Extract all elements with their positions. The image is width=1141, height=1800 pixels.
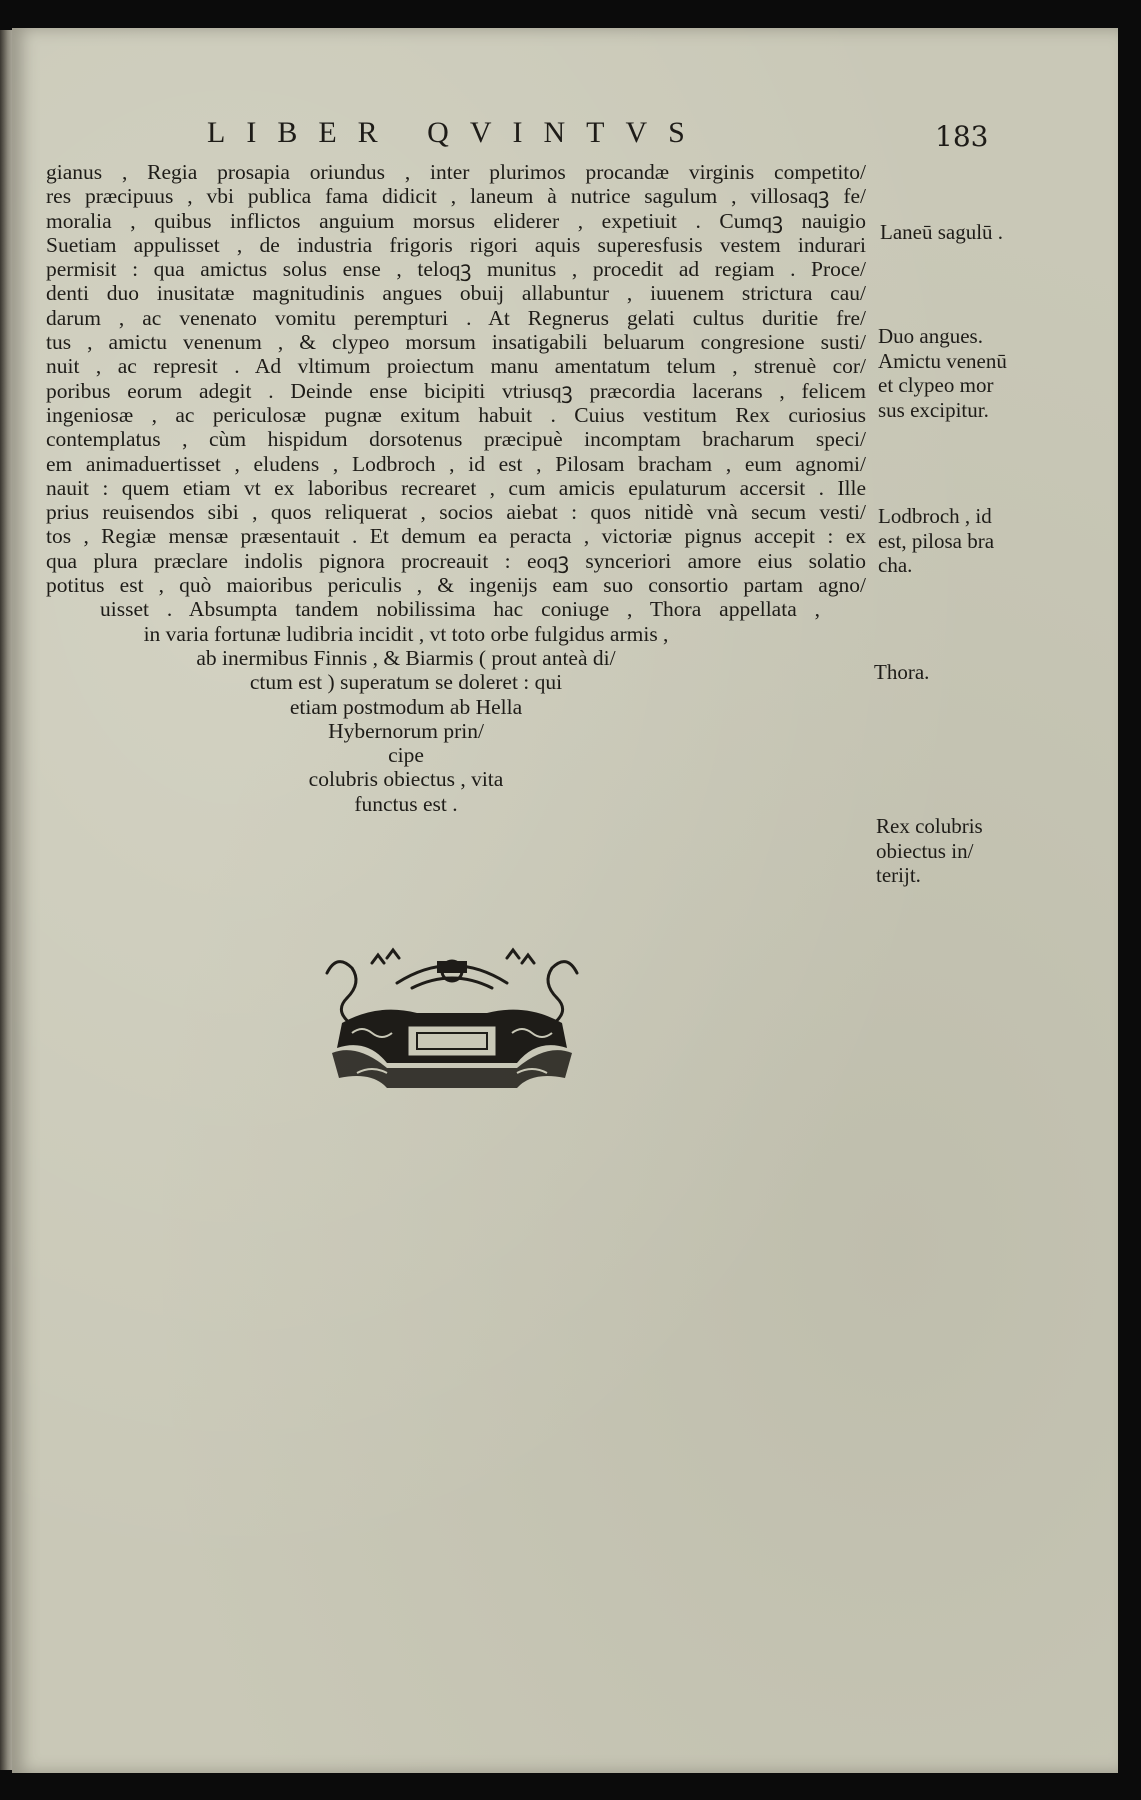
text-line: uisset . Absumpta tandem nobilissima hac coniuge , Thora appellata , — [100, 597, 820, 622]
marginal-note — [878, 324, 1078, 422]
woodcut-ornament-icon — [317, 943, 587, 1093]
marginal-note-line: cha. — [878, 553, 913, 577]
text-line: res præcipuus , vbi publica fama didicit , laneum à nutrice sagulum , villosaqꝫ fe/ — [46, 184, 866, 209]
marginal-note — [880, 220, 1080, 245]
text-line: em animaduertisset , eludens , Lodbroch , id est , Pilosam bracham , eum agnomi/ — [46, 451, 866, 476]
book-page — [12, 28, 1118, 1773]
marginal-note-line: Rex colubris — [876, 814, 983, 838]
text-line: ctum est ) superatum se doleret : qui — [249, 670, 563, 695]
page-number: 183 — [935, 120, 989, 153]
text-line: denti duo inusitatæ magnitudinis angues obuij allabuntur , iuuenem strictura cau/ — [46, 281, 866, 306]
text-line: in varia fortunæ ludibria incidit , vt toto orbe fulgidus armis , — [143, 621, 669, 646]
text-line: gianus , Regia prosapia oriundus , inter plurimos procandæ virginis competito/ — [46, 160, 866, 184]
marginal-note-line: Amictu venenū — [878, 348, 1007, 373]
text-line: potitus est , quò maioribus periculis , & ingenijs eam suo consortio partam agno/ — [46, 573, 866, 598]
marginal-note-line: est, pilosa bra — [878, 528, 995, 553]
text-line: Hybernorum prin/ — [328, 718, 484, 743]
text-line: prius reuisendos sibi , quos reliquerat , socios aiebat : quos nitidè vnà secum vesti/ — [46, 500, 866, 525]
marginal-note-line: Lodbroch , id — [878, 504, 992, 528]
text-line: tus , amictu venenum , & clypeo morsum insatigabili beluarum congresione susti/ — [46, 330, 866, 355]
text-line: permisit : qua amictus solus ense , teloqꝫ munitus , procedit ad regiam . Proce/ — [46, 257, 866, 282]
marginal-note — [878, 504, 1078, 578]
text-line: darum , ac venenato vomitu perempturi . At Regnerus gelati cultus duritie fre/ — [46, 305, 866, 330]
marginal-note-line: et clypeo mor — [878, 373, 994, 397]
text-line: nuit , ac represit . Ad vltimum proiectum manu amentatum telum , strenuè cor/ — [46, 354, 866, 379]
text-line: nauit : quem etiam vt ex laboribus recrearet , cum amicis epulaturum accersit . Ille — [46, 475, 866, 500]
text-line: cipe — [388, 743, 424, 768]
text-line: poribus eorum adegit . Deinde ense bicipiti vtriusqꝫ præcordia lacerans , felicem — [46, 378, 866, 403]
text-line: Suetiam appulisset , de industria frigoris rigori aquis superesfusis vestem indurari — [46, 232, 866, 257]
marginal-note-line: obiectus in/ — [876, 838, 974, 863]
text-line: colubris obiectus , vita — [308, 767, 504, 792]
marginal-note-line: Duo angues. — [878, 324, 983, 348]
text-line: qua plura præclare indolis pignora procreauit : eoqꝫ synceriori amore eius solatio — [46, 548, 866, 573]
marginal-note-line: Thora. — [874, 660, 930, 684]
marginal-note-line: sus excipitur. — [878, 397, 989, 422]
text-line: tos , Regiæ mensæ præsentauit . Et demum ea peracta , victoriæ pignus accepit : ex — [46, 524, 866, 549]
marginal-note — [876, 814, 1076, 888]
text-line: contemplatus , cùm hispidum dorsotenus præcipuè incomptam bracharum speci/ — [46, 427, 866, 452]
running-head: LIBER QVINTVS — [207, 116, 706, 149]
marginal-note-line: Laneū sagulū . — [880, 220, 1004, 244]
text-line: etiam postmodum ab Hella — [289, 694, 523, 719]
text-line: moralia , quibus inflictos anguium morsus eliderer , expetiuit . Cumqꝫ nauigio — [46, 208, 866, 233]
main-text-block — [46, 160, 866, 816]
text-line: functus est . — [354, 791, 458, 816]
text-line: ingeniosæ , ac periculosæ pugnæ exitum habuit . Cuius vestitum Rex curiosius — [46, 402, 866, 427]
marginal-note — [874, 660, 1074, 685]
text-line: ab inermibus Finnis , & Biarmis ( prout anteà di/ — [196, 645, 616, 670]
marginal-note-line: terijt. — [876, 863, 921, 887]
